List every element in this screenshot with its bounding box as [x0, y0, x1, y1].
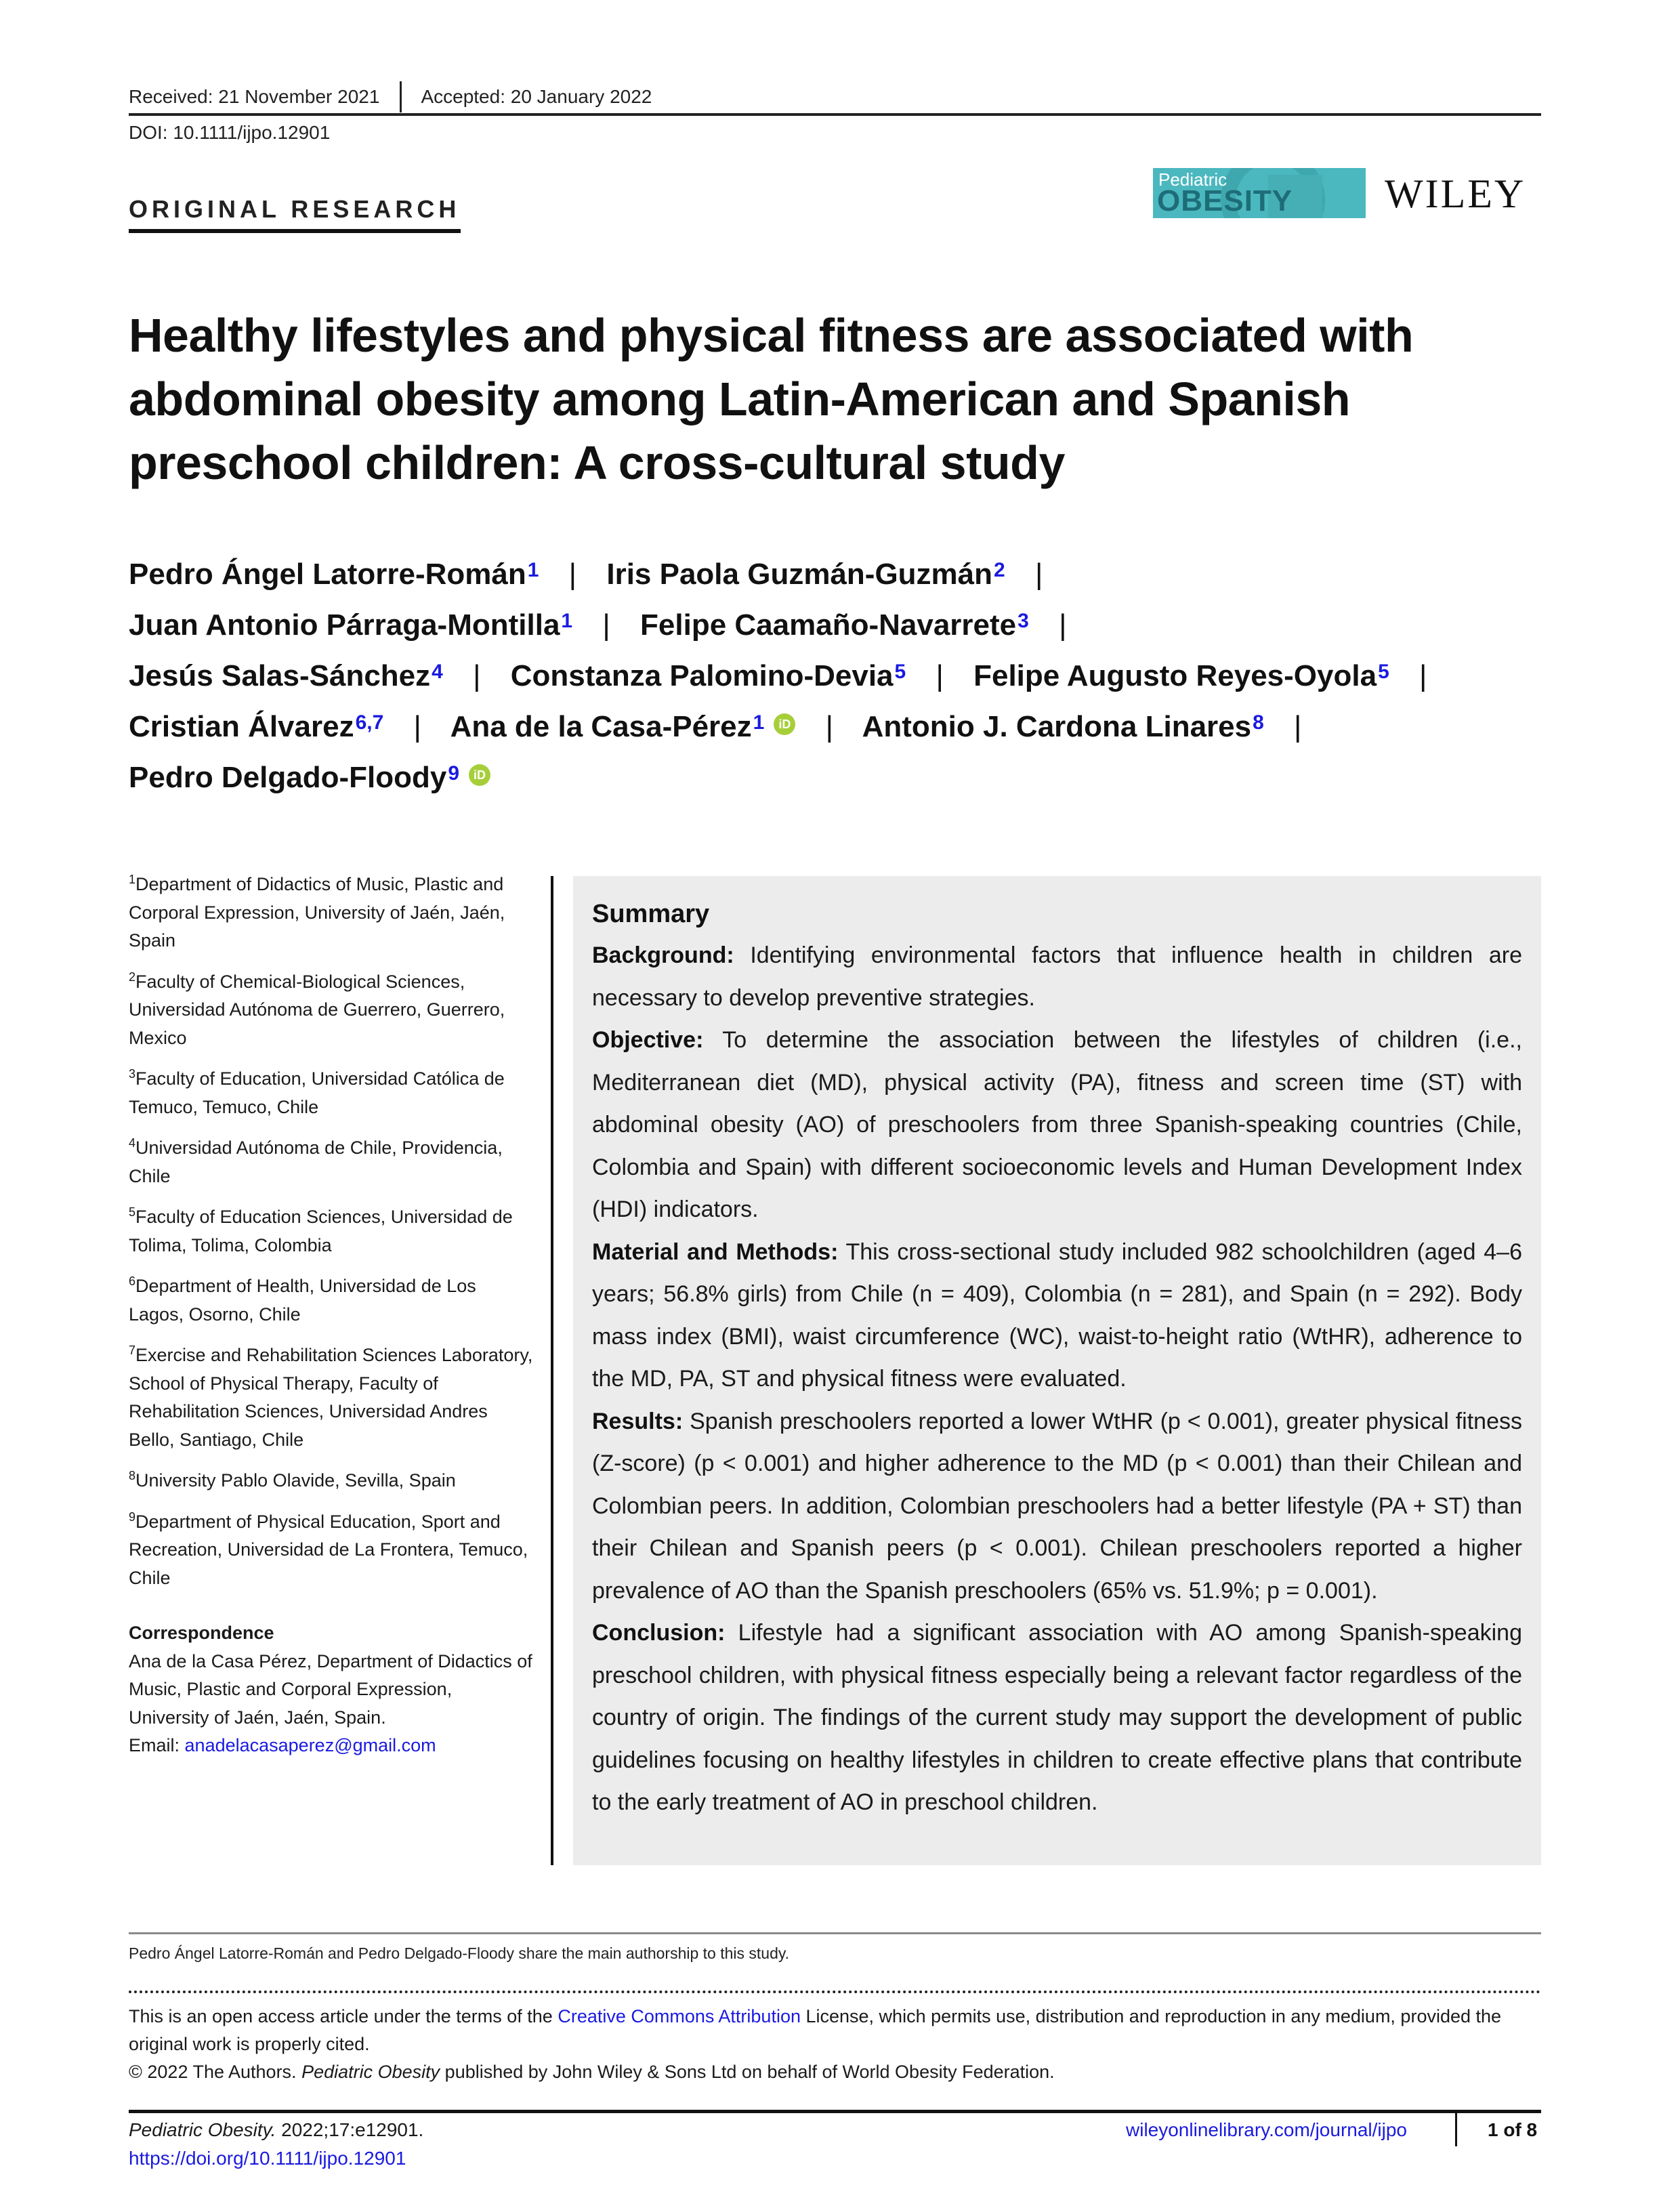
summary-results: Results: Spanish preschoolers reported a lower WtHR (p < 0.001), greater physical fitness (Z-score) (p < 0.001) and higher adherence to the MD (p < 0.001) than their Chilean and Colombian peers. In addition, Colombian preschoolers had a better lifestyle (PA + ST) than their Chilean and Spanish peers (p < 0.001). Chilean preschoolers reported a higher prevalence of AO than the Spanish preschoolers (65% vs. 51.9%; p = 0.001). [592, 1408, 1522, 1604]
page-number: 1 of 8 [1488, 2119, 1538, 2140]
divider [129, 1932, 1541, 1934]
summary-box [573, 876, 1541, 1865]
journal-url-link[interactable]: wileyonlinelibrary.com/journal/ijpo [1126, 2119, 1407, 2140]
author-name: Pedro Delgado-Floody [129, 761, 447, 794]
email-link[interactable]: anadelacasaperez@gmail.com [184, 1735, 436, 1755]
summary-conclusion: Conclusion: Lifestyle had a significant association with AO among Spanish-speaking preschool children, with physical fitness especially being a relevant factor regardless of the country of origin. The findings of the current study may support the development of public guidelines focusing on healthy lifestyles in children to create effective plans that contribute to the early treatment of AO in preschool children. [592, 1620, 1522, 1815]
affiliation-item: $^5$Faculty of Education Sciences, Universidad de Tolima, Tolima, Colombia [129, 1205, 513, 1255]
affiliation-item: $^1$Department of Didactics of Music, Plastic and Corporal Expression, University of Jaén, Jaén, Spain [129, 873, 505, 951]
journal-logo-line1: Pediatric [1158, 169, 1227, 190]
affiliation-item: $^8$University Pablo Olavide, Sevilla, Spain [129, 1469, 456, 1491]
copyright-notice: © 2022 The Authors. Pediatric Obesity published by John Wiley & Sons Ltd on behalf of World Obesity Federation. [129, 2062, 1055, 2082]
publisher-logo: WILEY [1385, 171, 1526, 216]
author-separator: | [1294, 710, 1302, 743]
author-separator: | [936, 659, 944, 692]
author-name: Pedro Ángel Latorre-Román [129, 558, 526, 591]
author-separator: | [473, 659, 481, 692]
author-separator: | [602, 608, 610, 642]
affiliation-item: $^6$Department of Health, Universidad de Los Lagos, Osorno, Chile [129, 1274, 476, 1325]
affiliation-ref[interactable]: 1 [753, 711, 765, 734]
author-line [129, 752, 1545, 803]
author-name: Juan Antonio Párraga-Montilla [129, 608, 560, 642]
divider [129, 113, 1541, 116]
affiliation-ref[interactable]: 8 [1253, 711, 1264, 734]
author-line [129, 650, 1545, 701]
affiliation-ref[interactable]: 4 [432, 661, 443, 683]
journal-logo [1153, 168, 1366, 218]
orcid-icon[interactable]: iD [469, 764, 490, 786]
summary-methods: Material and Methods: This cross-sectional study included 982 schoolchildren (aged 4–6 years; 56.8% girls) from Chile (n = 409), Colombia (n = 281), and Spain (n = 292). Body mass index (BMI), waist circumference (WC), waist-to-height ratio (WtHR), adherence to the MD, PA, ST and physical fitness were evaluated. [592, 1238, 1522, 1392]
author-separator: | [568, 558, 577, 591]
author-name: Antonio J. Cardona Linares [862, 710, 1252, 743]
creative-commons-link[interactable]: Creative Commons Attribution [558, 2006, 801, 2026]
divider [129, 1991, 1541, 1993]
author-name: Cristian Álvarez [129, 710, 354, 743]
author-separator: | [1419, 659, 1427, 692]
author-name: Iris Paola Guzmán-Guzmán [606, 558, 993, 591]
doi-label: DOI: 10.1111/ijpo.12901 [129, 122, 331, 143]
affiliation-ref[interactable]: 5 [894, 661, 906, 683]
divider [551, 876, 553, 1865]
article-dates [129, 81, 652, 112]
author-line [129, 600, 1545, 650]
author-line [129, 701, 1545, 752]
doi-link[interactable]: https://doi.org/10.1111/ijpo.12901 [129, 2148, 406, 2169]
correspondence-address: Ana de la Casa Pérez, Department of Didactics of Music, Plastic and Corporal Expression, University of Jaén, Jaén, Spain. [129, 1650, 532, 1728]
orcid-icon[interactable]: iD [774, 713, 795, 735]
affiliation-ref[interactable]: 5 [1378, 661, 1389, 683]
received-date: Received: 21 November 2021 [129, 86, 380, 107]
section-label: ORIGINAL RESEARCH [129, 195, 461, 223]
author-name: Constanza Palomino-Devia [510, 659, 894, 692]
citation: Pediatric Obesity. 2022;17:e12901. [129, 2119, 424, 2140]
correspondence-email: Email: anadelacasaperez@gmail.com [129, 1735, 436, 1755]
correspondence [129, 1619, 535, 1760]
summary-heading: Summary [592, 900, 710, 928]
shared-authorship-note: Pedro Ángel Latorre-Román and Pedro Delgado-Floody share the main authorship to this study. [129, 1944, 790, 1962]
summary-background: Background: Identifying environmental factors that influence health in children are necessary to develop preventive strategies. [592, 942, 1522, 1011]
affiliation-item: $^3$Faculty of Education, Universidad Católica de Temuco, Temuco, Chile [129, 1067, 505, 1117]
affiliation-ref[interactable]: 9 [448, 762, 460, 785]
summary-objective: Objective: To determine the association between the lifestyles of children (i.e., Mediterranean diet (MD), physical activity (PA), fitness and screen time (ST) with abdominal obesity (AO) of preschoolers from three Spanish-speaking countries (Chile, Colombia and Spain) with different socioeconomic levels and Human Development Index (HDI) indicators. [592, 1027, 1522, 1222]
author-name: Ana de la Casa-Pérez [450, 710, 752, 743]
author-separator: | [1034, 558, 1043, 591]
author-separator: | [413, 710, 421, 743]
affiliation-ref[interactable]: 3 [1017, 610, 1029, 632]
affiliation-ref[interactable]: 6,7 [355, 711, 384, 734]
author-separator: | [1059, 608, 1067, 642]
affiliation-ref[interactable]: 1 [561, 610, 573, 632]
author-separator: | [825, 710, 834, 743]
article-title: Healthy lifestyles and physical fitness are associated with abdominal obesity among Latin-American and Spanish preschool children: A cross-cultural study [129, 309, 1414, 489]
divider [129, 229, 461, 233]
affiliation-item: $^7$Exercise and Rehabilitation Sciences Laboratory, School of Physical Therapy, Faculty of Rehabilitation Sciences, Universidad Andres Bello, Santiago, Chile [129, 1343, 533, 1450]
affiliation-item: $^4$Universidad Autónoma de Chile, Providencia, Chile [129, 1136, 503, 1186]
divider [129, 2110, 1541, 2113]
divider [1455, 2112, 1457, 2146]
affiliation-item: $^2$Faculty of Chemical-Biological Sciences, Universidad Autónoma de Guerrero, Guerrero, Mexico [129, 970, 505, 1048]
journal-logo-line2: OBESITY [1157, 184, 1293, 217]
divider [400, 81, 402, 112]
author-name: Felipe Caamaño-Navarrete [640, 608, 1017, 642]
author-name: Jesús Salas-Sánchez [129, 659, 431, 692]
accepted-date: Accepted: 20 January 2022 [421, 86, 652, 107]
author-line [129, 549, 1545, 600]
affiliations [129, 866, 535, 1760]
license-notice: This is an open access article under the terms of the Creative Commons Attribution License, which permits use, distribution and reproduction in any medium, provided the original work is properly cited. © 2022 The Authors. Pediatric Obesity published by John Wiley & Sons Ltd on behalf of World Obesity Federation. [129, 2003, 1541, 2086]
affiliation-item: $^9$Department of Physical Education, Sport and Recreation, Universidad de La Frontera, Temuco, Chile [129, 1509, 528, 1588]
correspondence-heading: Correspondence [129, 1623, 274, 1643]
author-name: Felipe Augusto Reyes-Oyola [973, 659, 1377, 692]
affiliation-ref[interactable]: 1 [527, 559, 539, 581]
affiliation-ref[interactable]: 2 [994, 559, 1005, 581]
author-list [129, 549, 1545, 803]
